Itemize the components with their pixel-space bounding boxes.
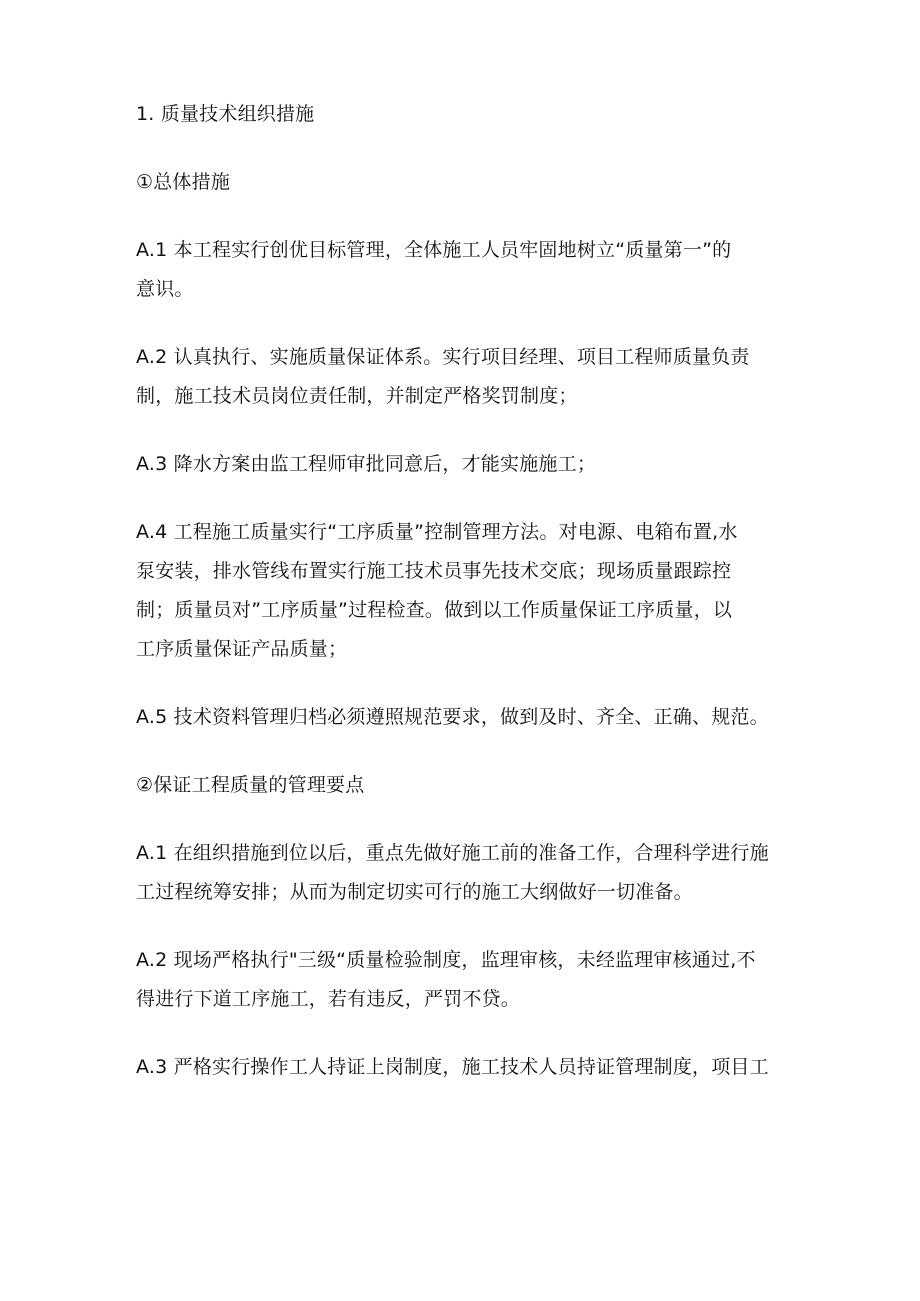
paragraph-b2-line1: A.2 现场严格执行"三级“质量检验制度，监理审核，未经监理审核通过,不 — [136, 949, 756, 971]
paragraph-a4-line3: 制；质量员对”工序质量”过程检查。做到以工作质量保证工序质量，以 — [136, 599, 733, 621]
paragraph-a4-line4: 工序质量保证产品质量； — [136, 638, 348, 660]
paragraph-a2-line2: 制，施工技术员岗位责任制，并制定严格奖罚制度； — [136, 385, 578, 407]
paragraph-a4-line1: A.4 工程施工质量实行“工序质量”控制管理方法。对电源、电箱布置,水 — [136, 521, 738, 543]
paragraph-b2-line2: 得进行下道工序施工，若有违反，严罚不贷。 — [136, 988, 521, 1010]
subsection-title-overall-measures: ①总体措施 — [136, 171, 231, 193]
paragraph-b1-line1: A.1 在组织措施到位以后，重点先做好施工前的准备工作，合理科学进行施 — [136, 842, 769, 864]
subsection-title-quality-management: ②保证工程质量的管理要点 — [136, 774, 365, 796]
paragraph-a1-line2: 意识。 — [136, 278, 194, 300]
paragraph-b3-line1: A.3 严格实行操作工人持证上岗制度，施工技术人员持证管理制度，项目工 — [136, 1056, 769, 1078]
paragraph-a5-line1: A.5 技术资料管理归档必须遵照规范要求，做到及时、齐全、正确、规范。 — [136, 706, 769, 728]
paragraph-a1-line1: A.1 本工程实行创优目标管理，全体施工人员牢固地树立“质量第一”的 — [136, 239, 732, 261]
paragraph-a3-line1: A.3 降水方案由监工程师审批同意后，才能实施施工； — [136, 453, 597, 475]
paragraph-a4-line2: 泵安装，排水管线布置实行施工技术员事先技术交底；现场质量跟踪控 — [136, 560, 732, 582]
document-page — [136, 95, 806, 1087]
paragraph-b1-line2: 工过程统筹安排；从而为制定切实可行的施工大纲做好一切准备。 — [136, 881, 693, 903]
paragraph-a2-line1: A.2 认真执行、实施质量保证体系。实行项目经理、项目工程师质量负责 — [136, 346, 750, 368]
section-heading: 1. 质量技术组织措施 — [136, 103, 315, 125]
